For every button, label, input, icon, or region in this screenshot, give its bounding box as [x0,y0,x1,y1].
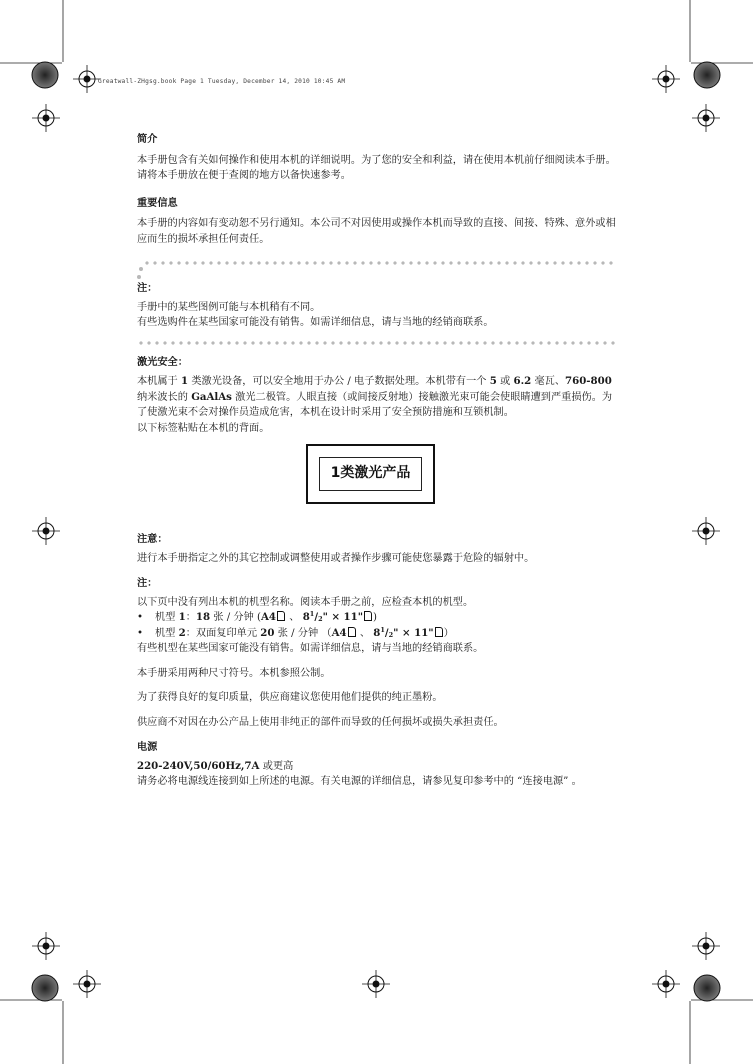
portrait-paper-icon [364,611,372,621]
laser-title: 激光安全： [137,355,188,368]
para-symbols: 本手册采用两种尺寸符号。本机参照公制。 [137,667,331,679]
portrait-paper-icon [348,627,356,637]
color-disc-bl [32,975,58,1001]
laser-paragraph: 本机属于 1 类激光设备，可以安全地用于办公 / 电子数据处理。本机带有一个 5 或 6.2 毫瓦、760-800 纳米波长的 GaAlAs 激光二极管。人眼直接（或间接反射地）接触激光束可能会使眼睛遭到严重损伤。为了使激光束不会对操作员造成危害，本机在设计时采用了安全预防措施和互锁机制。 [137,375,613,418]
laser-label-intro: 以下标签粘贴在本机的背面。 [137,422,270,434]
important-text: 本手册的内容如有变动恕不另行通知。本公司不对因使用或操作本机而导致的直接、间接、特殊、意外或相应而生的损坏承担任何责任。 [137,218,616,245]
model-1-item: • 机型 1：18 张 / 分钟 (A4 、 $8^1/_2$" × 11" ) [137,610,377,623]
laser-class-label [306,444,435,504]
caution-text: 进行本手册指定之外的其它控制或调整使用或者操作步骤可能使您暴露于危险的辐射中。 [137,552,535,564]
portrait-paper-icon [435,627,443,637]
note2-line1: 以下页中没有列出本机的机型名称。阅读本手册之前，应检查本机的机型。 [137,596,474,608]
note1-line1: 手册中的某些图例可能与本机稍有不同。 [137,301,321,313]
power-spec: 220-240V,50/60Hz,7A 或更高 [137,759,294,772]
intro-title: 简介 [137,133,158,145]
model-2-item: • 机型 2：双面复印单元 20 张 / 分钟 （A4 、 $8^1/_2$" × 11" ） [137,625,454,639]
power-title: 电源 [137,741,158,753]
note2-title: 注： [137,577,158,589]
power-text: 请务必将电源线连接到如上所述的电源。有关电源的详细信息，请参见复印参考中的 “连接电源” 。 [137,776,582,787]
print-header: Greatwall-ZHgsg.book Page 1 Tuesday, December 14, 2010 10:45 AM [98,78,346,85]
important-title: 重要信息 [137,196,178,209]
color-disc-tr [694,62,720,88]
laser-class-label-text: 1类激光产品 [319,457,422,491]
para-toner: 为了获得良好的复印质量，供应商建议您使用他们提供的纯正墨粉。 [137,692,443,703]
note-divider-top [137,261,617,281]
note2-line2: 有些机型在某些国家可能没有销售。如需详细信息，请与当地的经销商联系。 [137,643,484,654]
intro-text: 本手册包含有关如何操作和使用本机的详细说明。为了您的安全和利益，请在使用本机前仔细阅读本手册。请将本手册放在便于查阅的地方以备快速参考。 [137,154,616,181]
para-liability: 供应商不对因在办公产品上使用非纯正的部件而导致的任何损坏或损失承担责任。 [137,716,504,728]
caution-title: 注意： [137,533,168,545]
note1-line2: 有些选购件在某些国家可能没有销售。如需详细信息，请与当地的经销商联系。 [137,317,494,328]
color-disc-br [694,975,720,1001]
portrait-paper-icon [277,611,285,621]
page-content [137,132,617,790]
laser-label-figure [137,436,617,518]
color-disc-tl [32,62,58,88]
note1-title: 注： [137,282,158,294]
